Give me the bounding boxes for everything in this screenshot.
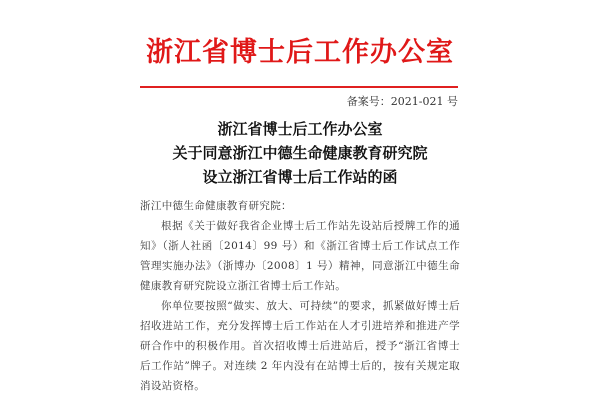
letter-title [0,117,600,189]
letter-title-line-1: 浙江省博士后工作办公室 [217,120,383,138]
letter-title-line-3: 设立浙江省博士后工作站的函 [202,168,398,186]
letter-body [140,196,460,396]
document-number: 备案号：2021-021 号 [346,95,458,108]
letterhead-title: 浙江省博士后工作办公室 [146,37,454,68]
letter-title-line-2: 关于同意浙江中德生命健康教育研究院 [172,144,428,162]
salutation: 浙江中德生命健康教育研究院： [140,200,292,212]
page-bottom-edge [0,394,600,400]
body-paragraph-2: 你单位要按照“做实、放大、可持续”的要求，抓紧做好博士后招收进站工作，充分发挥博士后工作站在人才引进培养和推进产学研合作中的积极作用。首次招收博士后进站后，授予“浙江省博士后工作站”牌子。对连续 2 年内没有在站博士后的，按有关规定取消设站资格。 [140,300,460,392]
body-paragraph-1: 根据《关于做好我省企业博士后工作站先设站后授牌工作的通知》（浙人社函〔2014〕99 号）和《浙江省博士后工作试点工作管理实施办法》（浙博办〔2008〕1 号）精神，同意浙江中德生命健康教育研究院设立浙江省博士后工作站。 [140,220,460,292]
red-divider-line [140,86,458,88]
